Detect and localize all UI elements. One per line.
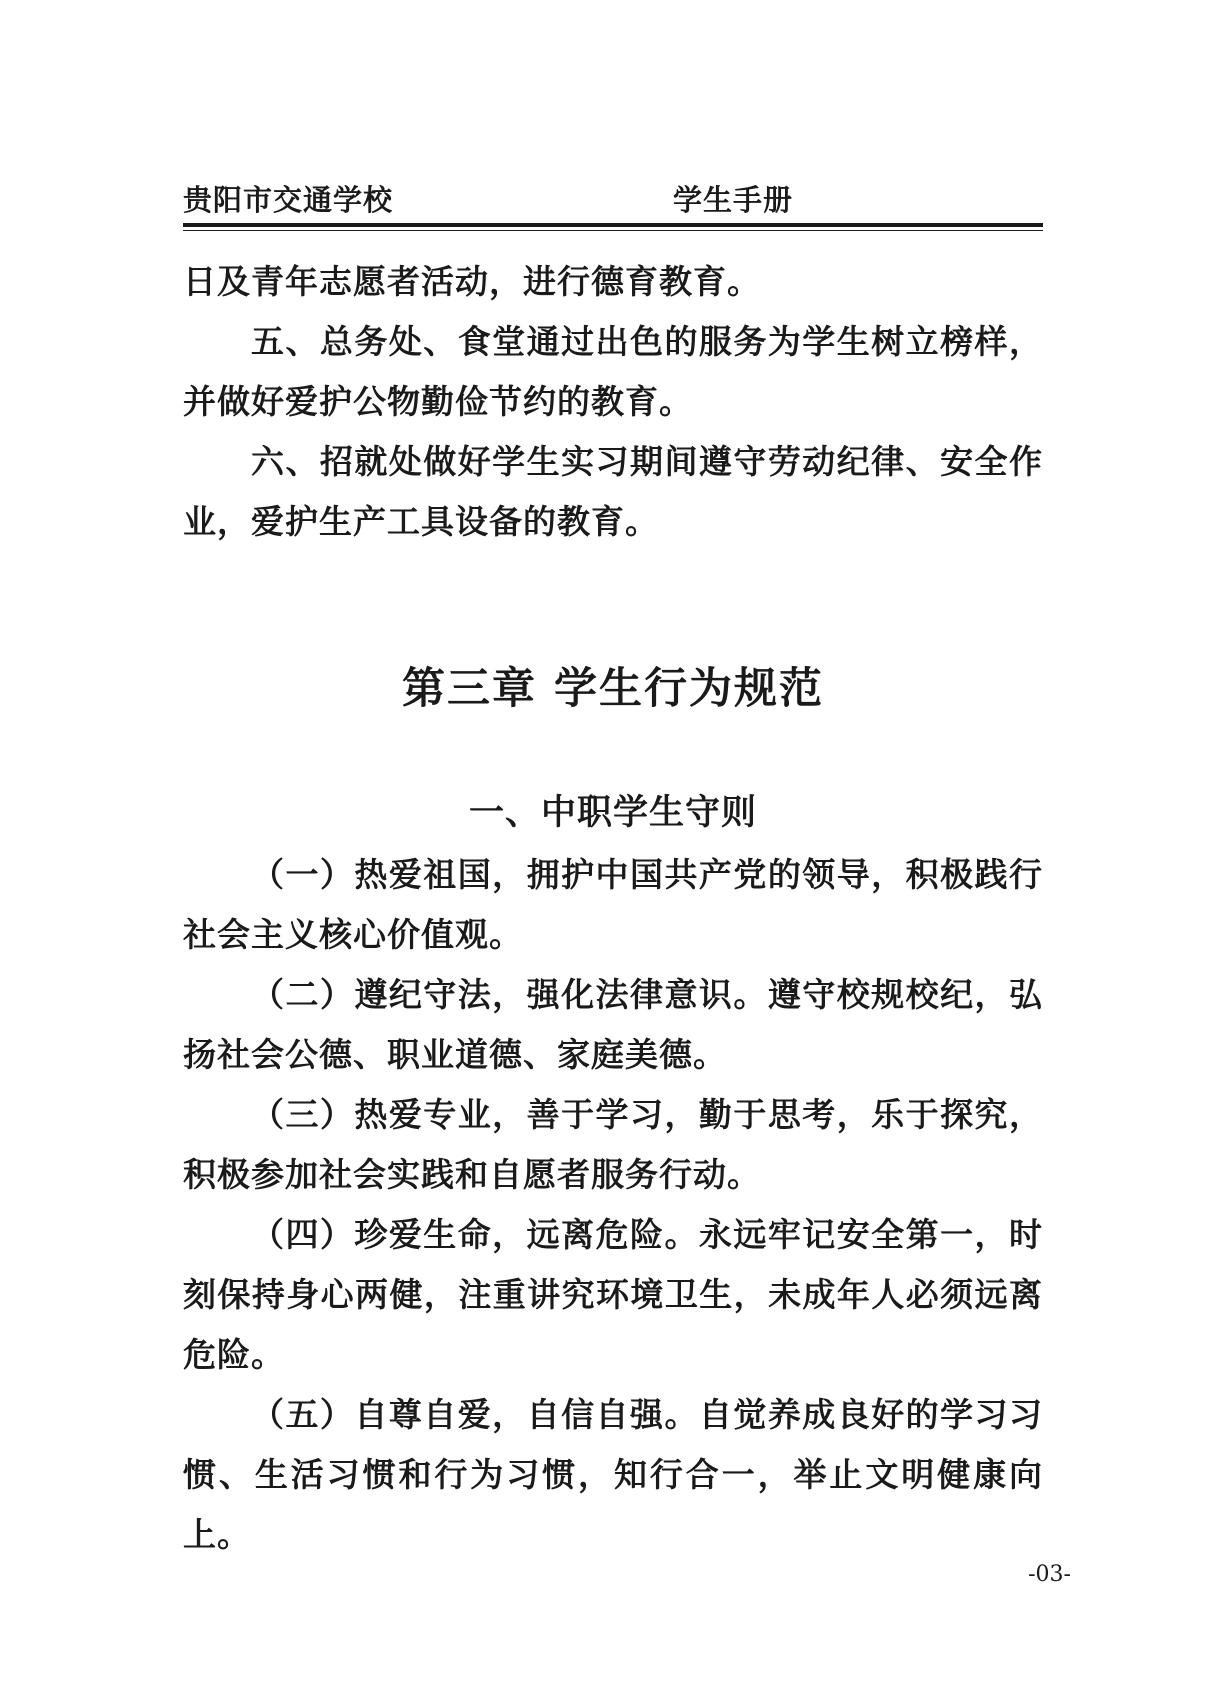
rule-item-5: （五）自尊自爱，自信自强。自觉养成良好的学习习惯、生活习惯和行为习惯，知行合一，举止文明健康向上。: [183, 1395, 1043, 1554]
page-header: [183, 178, 1043, 218]
rule-item-2: （二）遵纪守法，强化法律意识。遵守校规校纪，弘扬社会公德、职业道德、家庭美德。: [183, 975, 1043, 1074]
page-number: -03-: [1028, 1562, 1071, 1587]
rule-item-3: （三）热爱专业，善于学习，勤于思考，乐于探究，积极参加社会实践和自愿者服务行动。: [183, 1095, 1043, 1194]
section-title: 一、中职学生守则: [468, 793, 757, 833]
rules-list: [183, 845, 1043, 1565]
chapter-title: 第三章 学生行为规范: [402, 664, 824, 714]
paragraph-item-6: 六、招就处做好学生实习期间遵守劳动纪律、安全作业，爱护生产工具设备的教育。: [183, 442, 1043, 541]
header-rule-thick: [183, 223, 1043, 227]
header-document-title: 学生手册: [673, 183, 794, 217]
paragraph-continuation: 日及青年志愿者活动，进行德育教育。: [183, 262, 761, 301]
top-paragraphs: [183, 252, 1043, 552]
paragraph-item-5: 五、总务处、食堂通过出色的服务为学生树立榜样，并做好爱护公物勤俭节约的教育。: [183, 322, 1043, 421]
header-school-name: 贵阳市交通学校: [183, 183, 394, 217]
rule-item-4: （四）珍爱生命，远离危险。永远牢记安全第一，时刻保持身心两健，注重讲究环境卫生，未成年人必须远离危险。: [183, 1215, 1043, 1374]
rule-item-1: （一）热爱祖国，拥护中国共产党的领导，积极践行社会主义核心价值观。: [183, 855, 1043, 954]
header-rule-thin: [183, 230, 1043, 231]
